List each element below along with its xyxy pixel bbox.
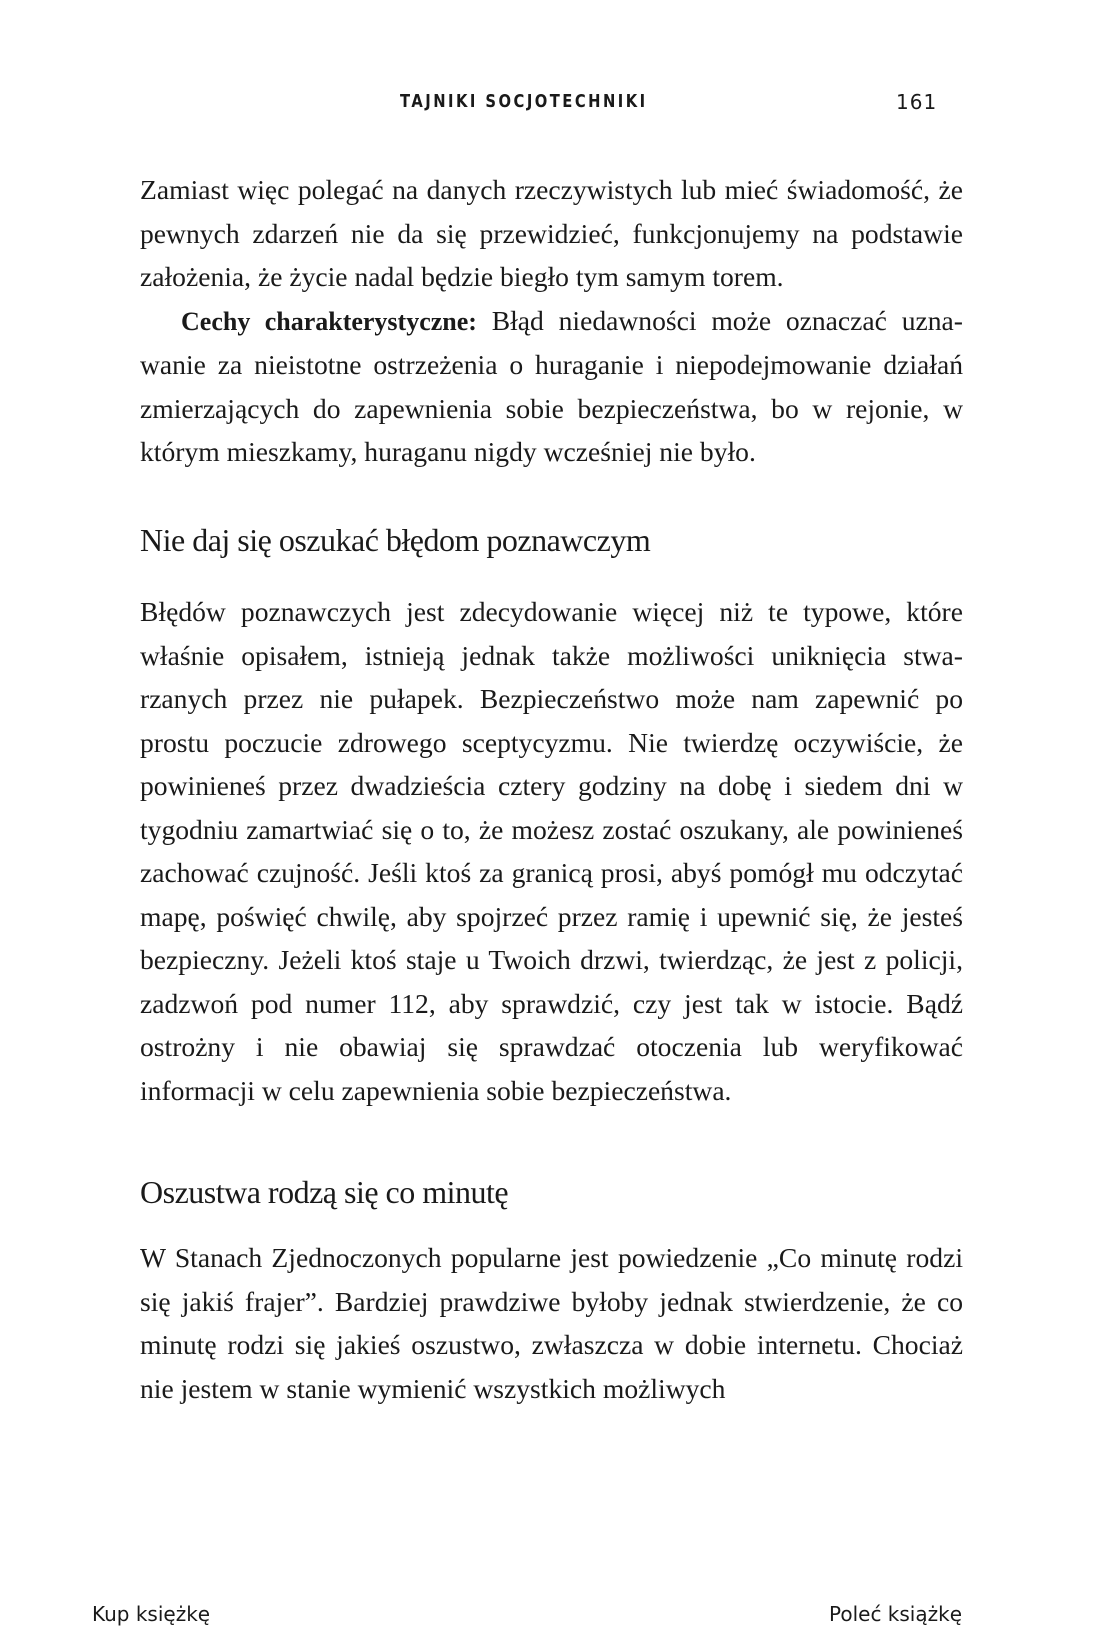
scams-paragraph: W Stanach Zjednoczonych popularne jest powiedzenie „Co minutę rodzi się jakiś frajer”. Bardziej prawdziwe byłoby jednak stwierdzenie, że co minutę rodzi się jakieś oszustwo, zwłaszcza w dobie internetu. Chociaż nie jestem w stanie wymienić wszystkich możliwych: [140, 1242, 963, 1404]
characteristics-paragraph: [140, 299, 963, 474]
recommend-book-link[interactable]: Poleć książkę: [829, 1602, 962, 1626]
cognitive-biases-paragraph: Błędów poznawczych jest zdecydowanie więcej niż te typowe, które właśnie opisałem, istnieją jednak także możliwości uniknięcia stwarzanych przez nie pułapek. Bezpieczeństwo może nam zapewnić po prostu poczucie zdrowego sceptycyzmu. Nie twierdzę oczywiście, że powinieneś przez dwadzieścia cztery godziny na dobę i siedem dni w tygodniu zamartwiać się o to, że możesz zostać oszukany, ale powinieneś zachować czujność. Jeśli ktoś za granicą prosi, abyś pomógł mu odczytać mapę, poświęć chwilę, aby spojrzeć przez ramię i upewnić się, że jesteś bezpieczny. Jeżeli ktoś staje u Twoich drzwi, twierdząc, że jest z policji, zadzwoń pod numer 112, aby sprawdzić, czy jest tak w istocie. Bądź ostrożny i nie obawiaj się sprawdzać otoczenia lub weryfikować informacji w celu zapewnienia sobie bezpieczeństwa.: [140, 596, 963, 1106]
section-heading-cognitive-biases: Nie daj się oszukać błędom poznawczym: [140, 522, 651, 558]
buy-book-link[interactable]: Kup księżkę: [92, 1602, 211, 1626]
section-body-cognitive-biases: [140, 590, 963, 1112]
characteristics-text: Błąd niedawności może oznaczać uznawanie za nieistotne ostrzeżenia o huraganie i niepodejmowanie działań zmierzających do zapewnienia sobie bezpieczeństwa, bo w rejonie, w którym mieszkamy, huraganu nigdy wcześniej nie było.: [140, 304, 963, 467]
page-number: 161: [896, 90, 938, 114]
intro-text: [140, 168, 963, 474]
section-heading-scams: Oszustwa rodzą się co minutę: [140, 1174, 509, 1210]
running-head-title: TAJNIKI SOCJOTECHNIKI: [400, 91, 648, 112]
characteristics-label: Cechy charakterystyczne:: [181, 306, 477, 336]
section-body-scams: [140, 1236, 963, 1410]
intro-paragraph: Zamiast więc polegać na danych rzeczywistych lub mieć świadomość, że pewnych zdarzeń nie da się przewidzieć, funkcjonujemy na podstawie założenia, że życie nadal będzie biegło tym samym torem.: [140, 174, 963, 292]
